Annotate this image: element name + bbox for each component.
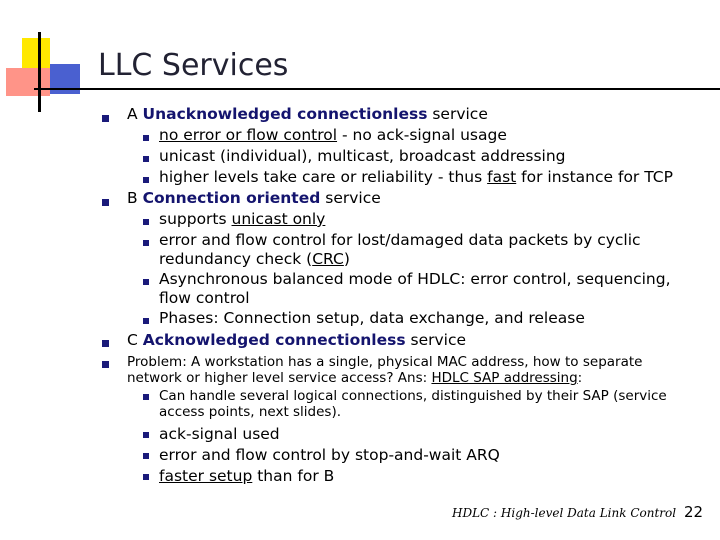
bullet-icon: [143, 219, 149, 225]
sap-line-2: access points, next slides).: [159, 404, 342, 420]
section-a-item-3: higher levels take care or reliability - thus fast for instance for TCP: [159, 168, 673, 186]
section-b-item-1: supports unicast only: [159, 210, 326, 228]
title-underline: [34, 88, 720, 90]
section-b-item-2-line-2: redundancy check (CRC): [159, 250, 350, 268]
problem-line-2: network or higher level service access? Ans: HDLC SAP addressing:: [127, 370, 583, 386]
bullet-icon: [143, 240, 149, 246]
slide-title: LLC Services: [98, 48, 289, 83]
section-a-item-1: no error or flow control - no ack-signal usage: [159, 126, 507, 144]
section-a-item-2: unicast (individual), multicast, broadcast addressing: [159, 147, 566, 165]
bullet-icon: [143, 432, 149, 438]
section-b-heading: B Connection oriented service: [127, 189, 381, 207]
section-c-heading: C Acknowledged connectionless service: [127, 331, 467, 349]
bullet-icon: [102, 115, 109, 122]
page-number: 22: [684, 503, 704, 521]
bullet-icon: [143, 394, 149, 400]
section-a-heading: A Unacknowledged connectionless service: [127, 105, 488, 123]
bullet-icon: [143, 177, 149, 183]
problem-line-1: Problem: A workstation has a single, physical MAC address, how to separate: [127, 354, 643, 370]
bullet-icon: [102, 361, 109, 368]
logo-vertical-line: [38, 32, 41, 112]
logo-red-square: [6, 68, 50, 96]
bullet-icon: [143, 318, 149, 324]
section-c-item-2: error and flow control by stop-and-wait ARQ: [159, 446, 500, 464]
bullet-icon: [143, 453, 149, 459]
section-b-item-2-line-1: error and flow control for lost/damaged data packets by cyclic: [159, 231, 641, 249]
sap-line-1: Can handle several logical connections, distinguished by their SAP (service: [159, 388, 667, 404]
logo-yellow-square: [22, 38, 50, 68]
bullet-icon: [143, 135, 149, 141]
bullet-icon: [143, 279, 149, 285]
section-b-item-4: Phases: Connection setup, data exchange, and release: [159, 309, 585, 327]
section-c-item-3: faster setup than for B: [159, 467, 335, 485]
bullet-icon: [102, 340, 109, 347]
section-b-item-3-line-2: flow control: [159, 289, 250, 307]
footer-caption: HDLC : High-level Data Link Control: [452, 506, 677, 520]
bullet-icon: [102, 199, 109, 206]
bullet-icon: [143, 474, 149, 480]
section-c-item-1: ack-signal used: [159, 425, 280, 443]
section-b-item-3-line-1: Asynchronous balanced mode of HDLC: error control, sequencing,: [159, 270, 671, 288]
bullet-icon: [143, 156, 149, 162]
